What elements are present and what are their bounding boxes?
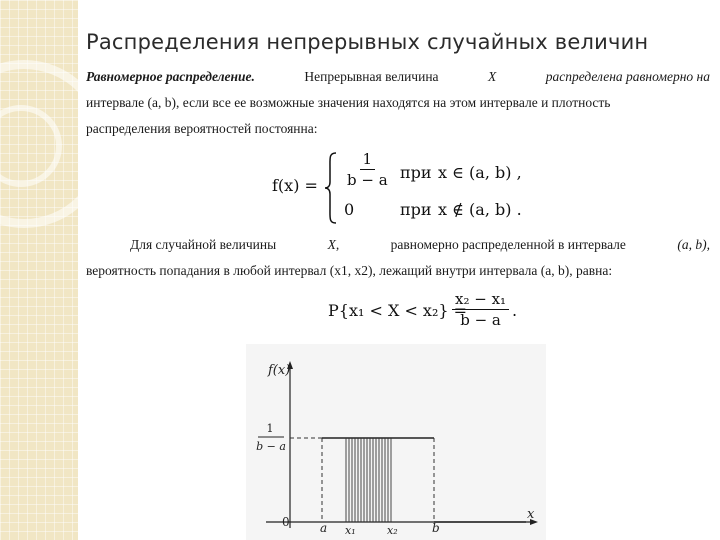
probability-text-part: Для случайной величины xyxy=(130,237,277,252)
case1-condition: x ∈ (a, b) , xyxy=(438,163,522,182)
variable-x-2: X, xyxy=(327,237,340,252)
case2-condition-word: при xyxy=(400,200,432,219)
uniform-density-graph xyxy=(246,344,546,540)
density-formula xyxy=(268,150,528,225)
term-uniform-distribution: Равномерное распределение. xyxy=(86,69,255,84)
decorative-side-panel xyxy=(0,0,78,540)
definition-text-part: Непрерывная величина xyxy=(304,69,439,84)
definition-text-tail: распределена равномерно на xyxy=(545,69,710,84)
probability-numerator: x₂ − x₁ xyxy=(452,290,509,310)
probability-denominator: b − a xyxy=(460,311,501,329)
probability-text-part-2: равномерно распределенной в интервале xyxy=(390,237,626,252)
probability-formula xyxy=(328,290,528,334)
y-tick-numerator: 1 xyxy=(266,422,274,435)
paragraph-probability-line2: вероятность попадания в любой интервал (x1, x2), лежащий внутри интервала (a, b), равна: xyxy=(86,263,613,278)
paragraph-probability-line1 xyxy=(86,238,710,252)
graph-background xyxy=(246,344,546,540)
case2-condition: x ∉ (a, b) . xyxy=(438,200,522,219)
fraction-denominator: b − a xyxy=(347,171,388,189)
probability-lhs: P{x₁ < X < x₂} = xyxy=(328,301,468,320)
variable-x: X xyxy=(488,69,497,84)
density-fraction xyxy=(344,150,391,189)
probability-fraction xyxy=(452,290,509,329)
case1-condition-word: при xyxy=(400,163,432,182)
case2-value: 0 xyxy=(344,200,355,219)
slide-title: Распределения непрерывных случайных величин xyxy=(86,30,649,54)
paragraph-definition-line3: распределения вероятностей постоянна: xyxy=(86,121,318,136)
interval-ab: (a, b), xyxy=(677,237,710,252)
tick-label-a: a xyxy=(320,521,328,535)
fraction-numerator: 1 xyxy=(360,150,376,170)
paragraph-definition-line1 xyxy=(86,70,710,84)
x-axis-label: x xyxy=(527,507,535,522)
origin-label: 0 xyxy=(282,515,290,529)
y-axis-label: f(x) xyxy=(268,363,291,378)
tick-label-x1: x₁ xyxy=(345,524,356,537)
paragraph-definition-line2: интервале (a, b), если все ее возможные значения находятся на этом интервале и плотность xyxy=(86,95,611,110)
brace-icon xyxy=(324,152,338,224)
y-tick-denominator: b − a xyxy=(256,440,286,453)
tick-label-b: b xyxy=(432,521,440,535)
density-lhs: f(x) = xyxy=(272,176,318,195)
probability-period: . xyxy=(512,301,518,320)
tick-label-x2: x₂ xyxy=(387,524,398,537)
